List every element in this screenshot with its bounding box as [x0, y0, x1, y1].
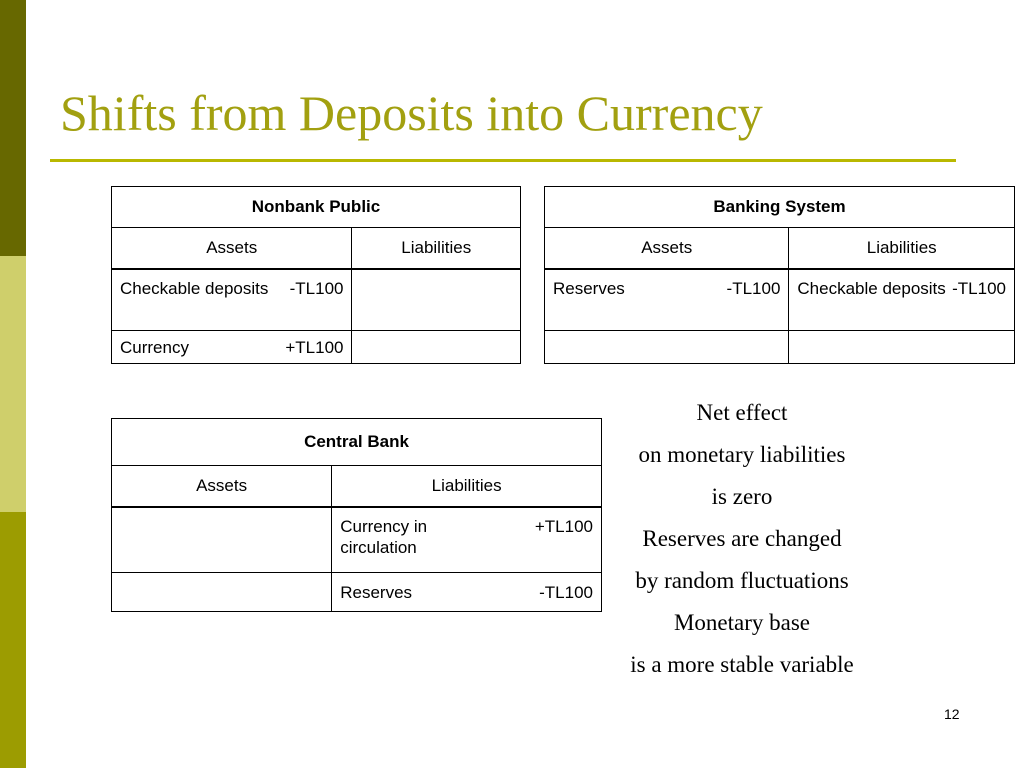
liability-label: Currency in circulation	[340, 517, 428, 557]
liability-label: Checkable deposits	[797, 279, 946, 298]
liability-amount: +TL100	[534, 517, 593, 536]
banking-system-table	[544, 186, 1015, 364]
liability-cell	[789, 269, 1015, 331]
assets-column-header: Assets	[112, 228, 352, 270]
liabilities-column-header: Liabilities	[332, 466, 602, 508]
page-number: 12	[944, 706, 960, 722]
sidebar-accent-middle	[0, 256, 26, 512]
net-effect-line: on monetary liabilities	[638, 442, 846, 467]
sidebar-accent-top	[0, 0, 26, 256]
asset-label: Currency	[120, 337, 189, 357]
net-effect-text	[592, 392, 892, 686]
liability-cell	[789, 331, 1015, 364]
asset-amount: +TL100	[285, 337, 344, 357]
liability-amount: -TL100	[539, 582, 593, 602]
asset-cell	[545, 331, 789, 364]
net-effect-line: by random fluctuations	[635, 568, 849, 593]
asset-cell	[112, 269, 352, 331]
liability-cell	[332, 573, 602, 612]
liability-cell	[352, 331, 521, 364]
asset-cell	[112, 507, 332, 573]
asset-label: Checkable deposits	[120, 279, 269, 298]
table-header: Central Bank	[112, 419, 602, 466]
asset-label: Reserves	[553, 279, 625, 298]
assets-column-header: Assets	[545, 228, 789, 270]
table-row	[545, 331, 1015, 364]
nonbank-public-table	[111, 186, 521, 364]
net-effect-line: is a more stable variable	[630, 652, 854, 677]
table-row	[545, 269, 1015, 331]
assets-column-header: Assets	[112, 466, 332, 508]
sidebar-accent-bottom	[0, 512, 26, 768]
table-row	[112, 573, 602, 612]
slide-title: Shifts from Deposits into Currency	[60, 85, 763, 141]
asset-cell	[112, 573, 332, 612]
liability-amount: -TL100	[952, 279, 1006, 298]
table-row	[112, 507, 602, 573]
table-row	[112, 269, 521, 331]
table-row	[112, 331, 521, 364]
liability-cell	[332, 507, 602, 573]
asset-amount: -TL100	[726, 279, 781, 298]
net-effect-line: Reserves are changed	[642, 526, 842, 551]
asset-amount: -TL100	[289, 279, 344, 298]
table-header: Nonbank Public	[112, 187, 521, 228]
liability-cell	[352, 269, 521, 331]
asset-cell	[545, 269, 789, 331]
net-effect-line: Net effect	[696, 400, 788, 425]
net-effect-line: Monetary base	[673, 610, 811, 635]
asset-cell	[112, 331, 352, 364]
net-effect-line: is zero	[711, 484, 773, 509]
liability-label: Reserves	[340, 582, 413, 602]
liabilities-column-header: Liabilities	[789, 228, 1015, 270]
title-underline	[50, 159, 956, 162]
liabilities-column-header: Liabilities	[352, 228, 521, 270]
table-header: Banking System	[545, 187, 1015, 228]
central-bank-table	[111, 418, 602, 612]
